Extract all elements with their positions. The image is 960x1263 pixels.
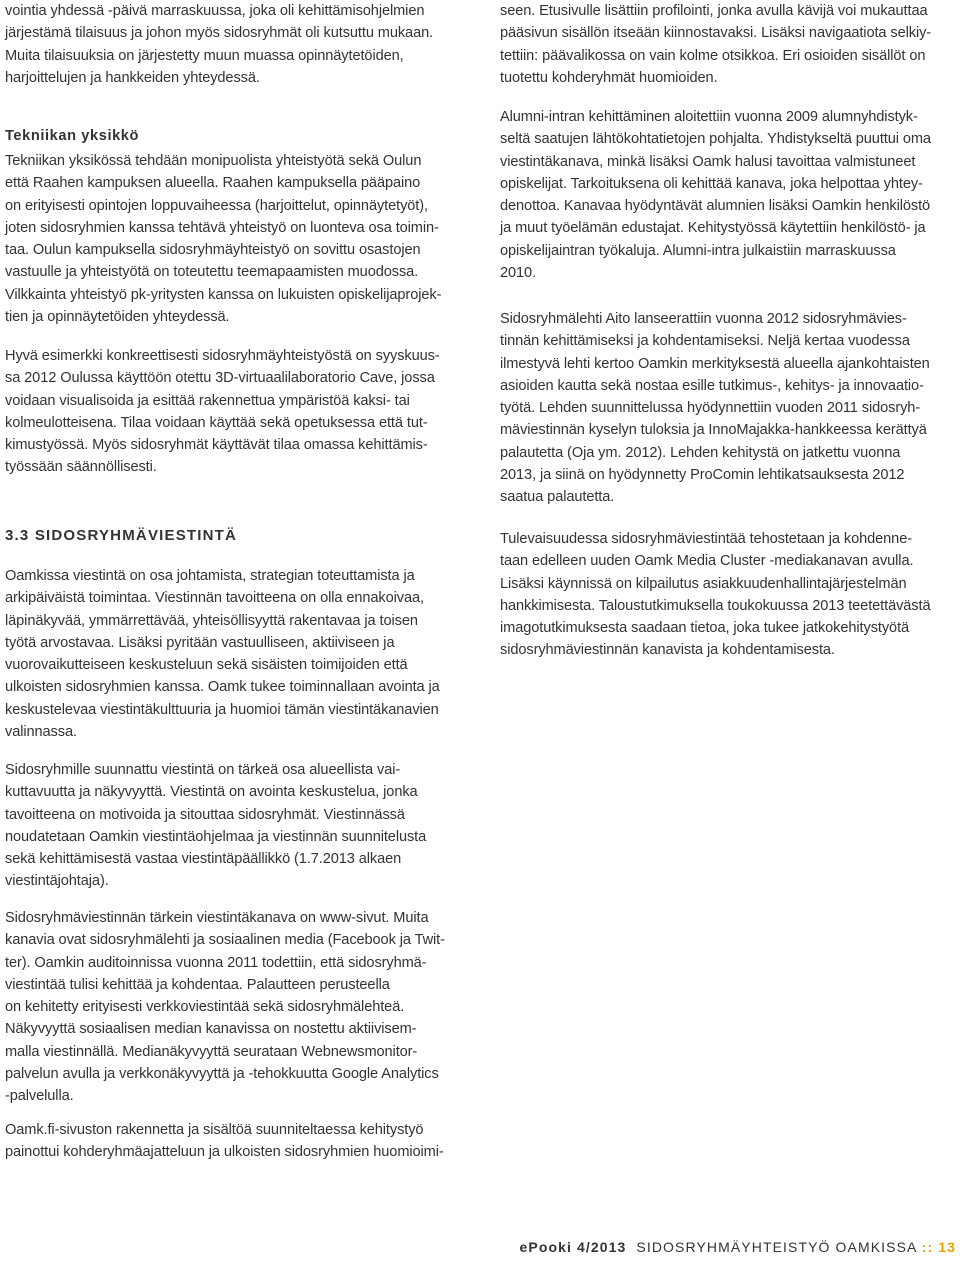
paragraph-text: Oamkissa viestintä on osa johtamista, strategian toteuttamista ja arkipäiväistä toimintaa. Viestinnän tavoitteena on olla ennakoivaa, läpinäkyvää, ymmärrettävää, yhteisöllisyyttä rakentavaa ja toisen työtä arvostavaa. Lisäksi pyritään vastuulliseen, aktiiviseen ja vuorovaikutteiseen keskusteluun sekä sisäisten toimijoiden että ulkoisten sidosryhmien kanssa. Oamk tukee toiminnallaan avointa ja keskustelevaa viestintäkulttuuria ja huomioi tämän viestintäkanavien valinnassa. <box>5 568 440 741</box>
footer-title: SIDOSRYHMÄYHTEISTYÖ OAMKISSA <box>636 1239 917 1255</box>
paragraph-text: Sidosryhmälehti Aito lanseerattiin vuonna 2012 sidosryhmävies- tinnän kehittämiseksi ja kohdentamiseksi. Neljä kertaa vuodessa ilmestyvä lehti kertoo Oamkin merkityksestä alueella ajankohtaisten asioiden kautta sekä nostaa esille tutkimus-, kehitys- ja innovaatio- työtä. Lehden suunnittelussa hyödynnettiin vuoden 2011 sidosryh- mäviestinnän kyselyn tuloksia ja InnoMajakka-hankkeessa kerättyä palautetta (Oja ym. 2012). Lehden kehitystä on jatkettu vuonna 2013, ja siinä on hyödynnetty ProComin lehtikatsauksesta 2012 saatua palautetta. <box>500 311 930 506</box>
page-number: 13 <box>938 1239 956 1255</box>
page-footer <box>520 1239 956 1255</box>
paragraph <box>500 308 958 509</box>
footer-brand: ePooki 4/2013 <box>519 1239 627 1255</box>
paragraph-text: Sidosryhmäviestinnän tärkein viestintäkanava on www-sivut. Muita kanavia ovat sidosryhmälehti ja sosiaalinen media (Facebook ja Twit- ter). Oamkin auditoinnissa vuonna 2011 todettiin, että sidosryhmä- viestintää tulisi kehittää ja kohdentaa. Palautteen perusteella on kehitetty erityisesti verkkoviestintää sekä sidosryhmälehteä. Näkyvyyttä sosiaalisen median kanavissa on nostettu aktiivisem- malla viestinnällä. Medianäkyvyyttä seurataan Webnewsmonitor- palvelun avulla ja verkkonäkyvyyttä ja -tehokkuutta Google Analytics -palvelulla. <box>5 910 445 1105</box>
paragraph-text: Tulevaisuudessa sidosryhmäviestintää tehostetaan ja kohdenne- taan edelleen uuden Oamk Media Cluster -mediakanavan avulla. Lisäksi käynnissä on kilpailutus asiakkuudenhallintajärjestelmän hankkimisesta. Taloustutkimuksella toukokuussa 2013 teetettävästä imagotutkimuksesta saadaan tietoa, joka tukee jatkokehitystyötä sidosryhmäviestinnän kanavista ja kohdentamisesta. <box>500 531 931 659</box>
paragraph <box>5 907 467 1108</box>
paragraph-text: Tekniikan yksikössä tehdään monipuolista yhteistyötä sekä Oulun että Raahen kampuksen alueella. Raahen kampuksella pääpaino on erityisesti opintojen loppuvaiheessa (harjoittelut, opinnäytetyöt), joten sidosryhmien kanssa tehtävä yhteistyö on luonteva osa toimin- taa. Oulun kampuksella sidosryhmäyhteistyö on sovittu osastojen vastuulle ja yhteistyötä on toteutettu teemapaamisten muodossa. Vilkkainta yhteistyö pk-yritysten kanssa on lukuisten opiskelijaprojek- tien ja opinnäytetöiden yhteydessä. <box>5 153 442 326</box>
paragraph <box>5 565 467 743</box>
paragraph-text: Alumni-intran kehittäminen aloitettiin vuonna 2009 alumnyhdistyk- seltä saatujen lähtökohtatietojen pohjalta. Yhdistykseltä puuttui oma viestintäkanava, minkä lisäksi Oamk halusi tavoittaa valmistuneet opiskelijat. Tarkoituksena oli kehittää kanava, joka helpottaa yhtey- denottoa. Kanavaa hyödyntävät alumnien lisäksi Oamkin henkilöstö ja muut työelämän edustajat. Kehitystyössä käytettiin henkilöstö- ja opiskelijaintran työkaluja. Alumni-intra julkaistiin marraskuussa 2010. <box>500 109 931 282</box>
paragraph <box>5 0 467 89</box>
paragraph-text: seen. Etusivulle lisättiin profilointi, jonka avulla kävijä voi mukauttaa pääsivun sisällön itseään kiinnostavaksi. Lisäksi navigaatiota selkiy- tettiin: päävalikossa on vain kolme otsikkoa. Eri osioiden sisällöt on tuotettu kohderyhmät huomioiden. <box>500 3 932 86</box>
paragraph-text: vointia yhdessä -päivä marraskuussa, joka oli kehittämisohjelmien järjestämä tilaisuus ja johon myös sidosryhmät oli kutsuttu mukaan. Muita tilaisuuksia on järjestetty muun muassa opinnäytetöiden, harjoittelujen ja hankkeiden yhteydessä. <box>5 3 434 86</box>
paragraph <box>500 528 958 662</box>
paragraph-text: Hyvä esimerkki konkreettisesti sidosryhmäyhteistyöstä on syyskuus- sa 2012 Oulussa käyttöön otettu 3D-virtuaalilaboratorio Cave, jossa voidaan visualisoida ja esittää rakennettua ympäristöä kaksi- tai kolmeulotteisena. Tilaa voidaan käyttää sekä opetuksessa että tut- kimustyössä. Myös sidosryhmät käyttävät tilaa omassa kehittämis- työssään säännöllisesti. <box>5 348 440 476</box>
paragraph-text: Oamk.fi-sivuston rakennetta ja sisältöä suunniteltaessa kehitystyö painottui kohderyhmäajatteluun ja ulkoisten sidosryhmien huomioimi- <box>5 1122 444 1161</box>
paragraph <box>500 0 958 89</box>
footer-separator: :: <box>921 1239 934 1255</box>
subheading-block <box>5 128 467 144</box>
paragraph <box>5 759 467 893</box>
section-subheading: Tekniikan yksikkö <box>5 128 140 144</box>
paragraph <box>500 106 958 284</box>
section-heading-block <box>5 527 467 544</box>
paragraph <box>5 1119 467 1164</box>
section-heading: 3.3 SIDOSRYHMÄVIESTINTÄ <box>5 527 238 544</box>
paragraph <box>5 345 467 479</box>
paragraph-text: Sidosryhmille suunnattu viestintä on tärkeä osa alueellista vai- kuttavuutta ja näkyvyyttä. Viestintä on avointa keskustelua, jonka tavoitteena on motivoida ja sitouttaa sidosryhmät. Viestinnässä noudatetaan Oamkin viestintäohjelmaa ja viestinnän suunnitelusta sekä kehittämisestä vastaa viestintäpäällikkö (1.7.2013 alkaen viestintäjohtaja). <box>5 762 427 890</box>
paragraph <box>5 150 467 328</box>
